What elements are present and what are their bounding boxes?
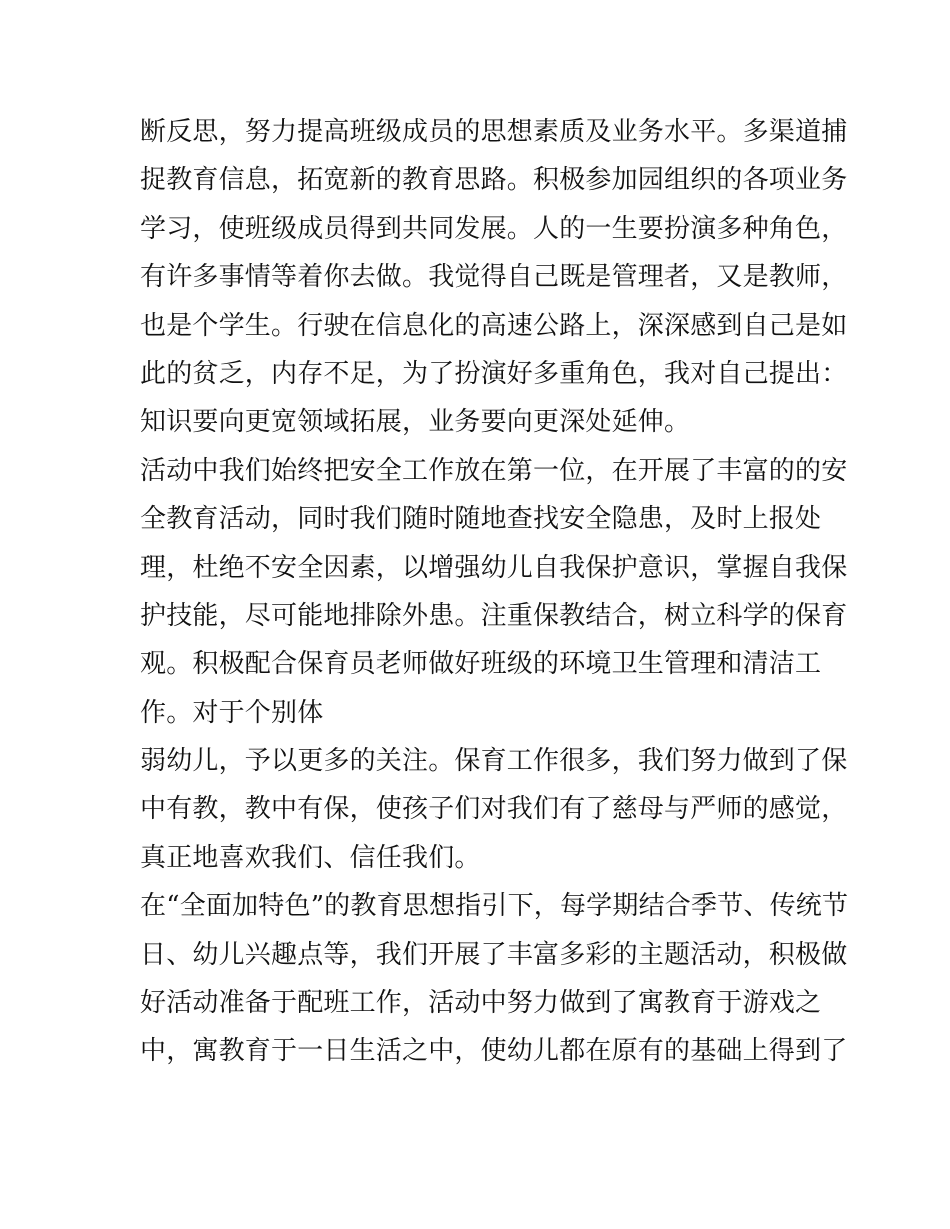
text-line: 也是个学生。行驶在信息化的高速公路上，深深感到自己是如 [140,310,848,341]
text-line: 作。对于个别体 [140,697,324,728]
text-line: 好活动准备于配班工作，活动中努力做到了寓教育于游戏之 [140,988,822,1019]
text-line: 全教育活动，同时我们随时随地查找安全隐患，及时上报处 [140,504,822,535]
text-line: 日、幼儿兴趣点等，我们开展了丰富多彩的主题活动，积极做 [140,939,848,970]
text-line: 中，寓教育于一日生活之中，使幼儿都在原有的基础上得到了 [140,1036,848,1067]
text-line: 在“全面加特色”的教育思想指引下，每学期结合季节、传统节 [140,891,849,922]
text-line: 捉教育信息，拓宽新的教育思路。积极参加园组织的各项业务 [140,165,848,196]
body-text [140,108,849,1076]
text-line: 断反思，努力提高班级成员的思想素质及业务水平。多渠道捕 [140,117,848,147]
text-line: 知识要向更宽领域拓展，业务要向更深处延伸。 [140,407,691,438]
text-line: 活动中我们始终把安全工作放在第一位，在开展了丰富的的安 [140,455,848,486]
text-line: 观。积极配合保育员老师做好班级的环境卫生管理和清洁工 [140,649,822,680]
text-line: 护技能，尽可能地排除外患。注重保教结合，树立科学的保育 [140,600,848,631]
text-line: 理，杜绝不安全因素，以增强幼儿自我保护意识，掌握自我保 [140,552,848,583]
text-line: 学习，使班级成员得到共同发展。人的一生要扮演多种角色， [140,213,848,244]
text-line: 中有教，教中有保，使孩子们对我们有了慈母与严师的感觉， [140,794,848,825]
text-line: 弱幼儿，予以更多的关注。保育工作很多，我们努力做到了保 [140,746,848,777]
text-line: 真正地喜欢我们、信任我们。 [140,842,481,873]
text-line: 有许多事情等着你去做。我觉得自己既是管理者，又是教师， [140,262,848,293]
text-line: 此的贫乏，内存不足，为了扮演好多重角色，我对自己提出： [140,358,848,389]
